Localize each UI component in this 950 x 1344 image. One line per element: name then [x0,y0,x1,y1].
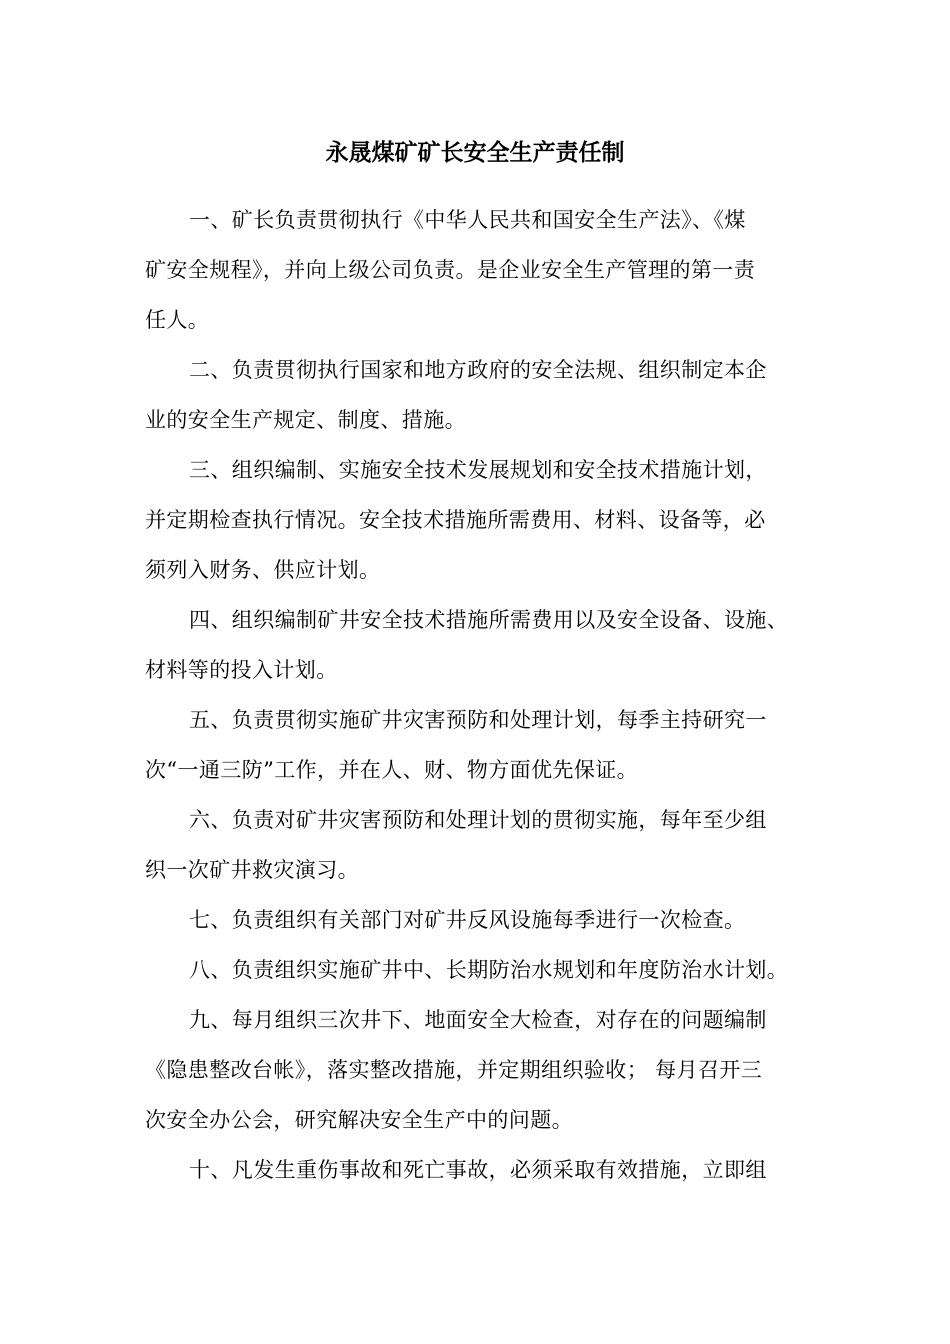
text-line: 织一次矿井救灾演习。 [145,858,359,882]
text-line: 《隐患整改台帐》，落实整改措施，并定期组织验收； 每月召开三 [145,1058,763,1082]
text-line: 四、组织编制矿井安全技术措施所需费用以及安全设备、设施、 [189,608,789,632]
text-line: 一、矿长负责贯彻执行《中华人民共和国安全生产法》、《煤 [189,208,746,232]
text-line: 次安全办公会，研究解决安全生产中的问题。 [145,1108,573,1132]
text-line: 六、负责对矿井灾害预防和处理计划的贯彻实施，每年至少组 [189,808,767,832]
text-line: 九、每月组织三次井下、地面安全大检查，对存在的问题编制 [189,1008,767,1032]
text-line: 并定期检查执行情况。安全技术措施所需费用、材料、设备等，必 [145,508,766,532]
text-line: 五、负责贯彻实施矿井灾害预防和处理计划，每季主持研究一 [189,708,767,732]
text-line: 十、凡发生重伤事故和死亡事故，必须采取有效措施，立即组 [189,1158,767,1182]
text-line: 七、负责组织有关部门对矿井反风设施每季进行一次检查。 [189,908,746,932]
text-line: 材料等的投入计划。 [145,658,338,682]
text-line: 八、负责组织实施矿井中、长期防治水规划和年度防治水计划。 [189,958,789,982]
document-title: 永晟煤矿矿长安全生产责任制 [325,139,625,166]
text-line: 业的安全生产规定、制度、措施。 [145,408,466,432]
text-line: 二、负责贯彻执行国家和地方政府的安全法规、组织制定本企 [189,358,767,382]
text-line: 三、组织编制、实施安全技术发展规划和安全技术措施计划， [189,458,767,482]
text-line: 矿安全规程》，并向上级公司负责。是企业安全生产管理的第一责 [145,258,756,282]
text-line: 须列入财务、供应计划。 [145,558,381,582]
text-line: 任人。 [145,308,210,332]
text-line: 次“一通三防”工作，并在人、财、物方面优先保证。 [145,758,639,782]
